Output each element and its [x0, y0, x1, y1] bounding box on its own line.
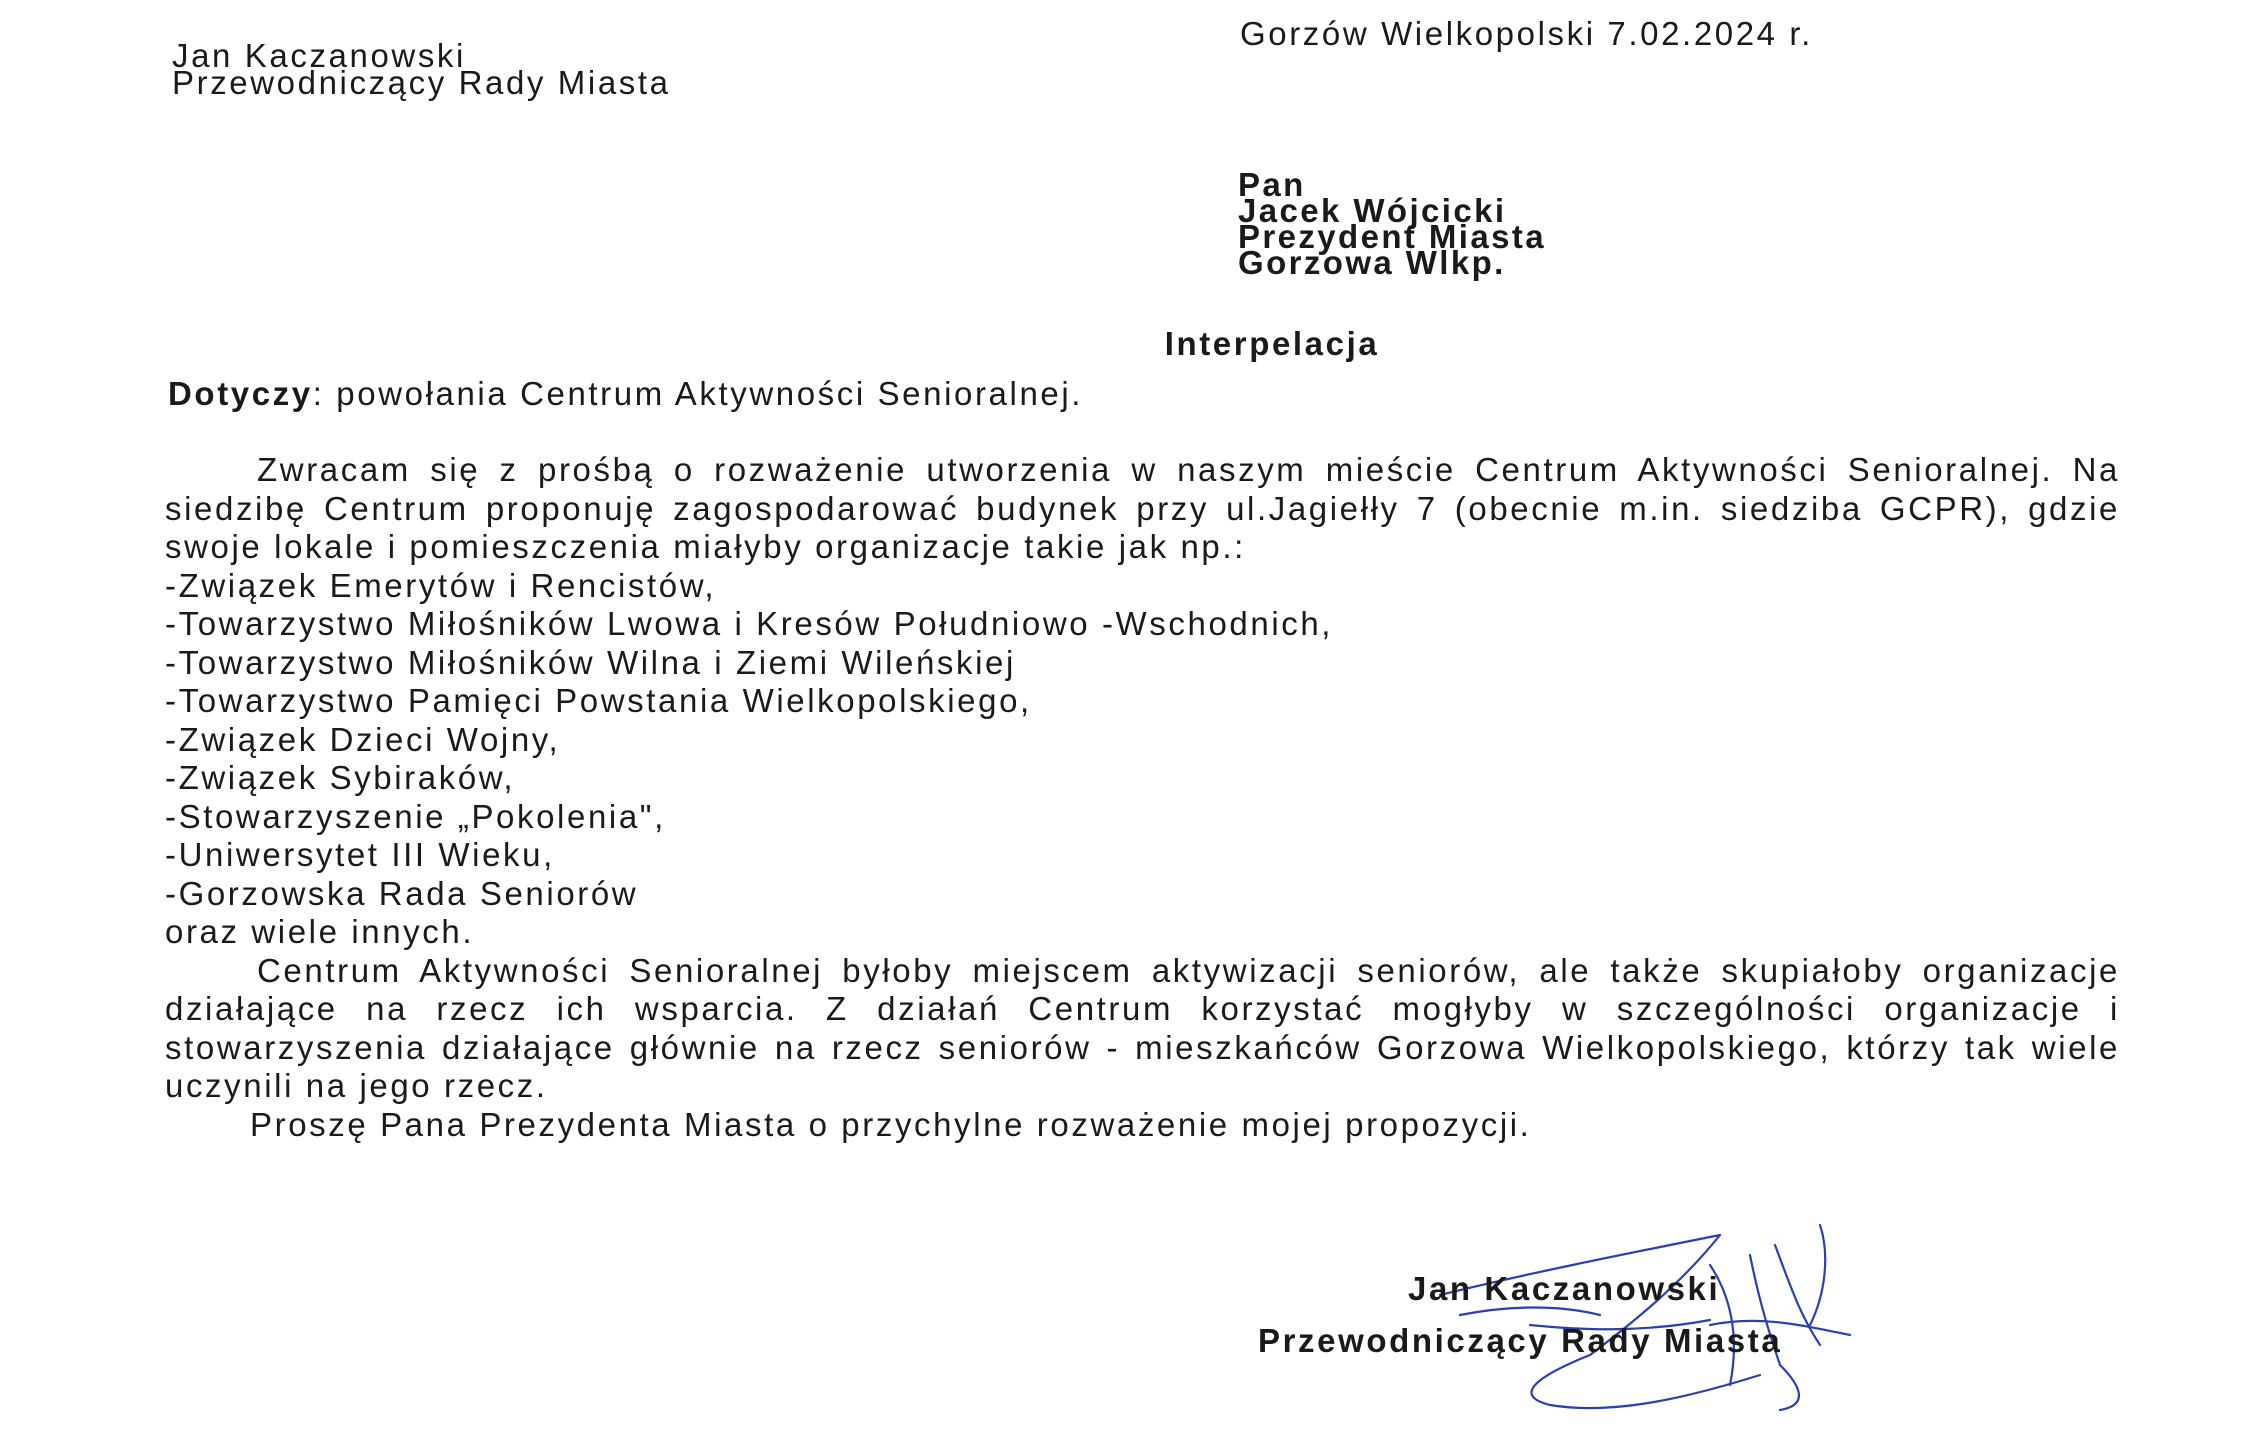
- recipient-city: Gorzowa Wlkp.: [1238, 244, 1506, 281]
- signature-name: Jan Kaczanowski: [1408, 1270, 1721, 1307]
- list-closing: oraz wiele innych.: [165, 913, 475, 950]
- date-line: Gorzów Wielkopolski 7.02.2024 r.: [1240, 15, 1813, 52]
- recipient-role: Prezydent Miasta: [1238, 218, 1546, 255]
- list-item: -Towarzystwo Miłośników Wilna i Ziemi Wileńskiej: [165, 643, 1016, 681]
- list-item: -Stowarzyszenie „Pokolenia",: [165, 797, 666, 835]
- second-paragraph: Centrum Aktywności Senioralnej byłoby miejscem aktywizacji seniorów, ale także skupiałoby organizacje działające na rzecz ich wsparcia. Z działań Centrum korzystać mogłyby w szczególności organizacje i stowarzyszenia działające głównie na rzecz seniorów - mieszkańców Gorzowa Wielkopolskiego, którzy tak wiele uczynili na jego rzecz.: [165, 951, 2120, 1104]
- sender-name: Jan Kaczanowski: [172, 37, 466, 74]
- letter-body: [165, 451, 2120, 1144]
- recipient-block: [1238, 166, 1546, 281]
- document-title: Interpelacja: [1164, 325, 1380, 362]
- list-item: -Gorzowska Rada Seniorów: [165, 874, 639, 912]
- list-item: -Towarzystwo Pamięci Powstania Wielkopolskiego,: [165, 682, 1032, 719]
- sender-block: [172, 37, 671, 101]
- recipient-salutation: Pan: [1238, 166, 1306, 203]
- list-item: -Związek Sybiraków,: [165, 759, 516, 796]
- organization-list: [165, 567, 2120, 914]
- list-item: -Towarzystwo Miłośników Lwowa i Kresów Południowo -Wschodnich,: [165, 605, 1334, 642]
- list-item: -Związek Emerytów i Rencistów,: [165, 566, 717, 604]
- list-item: -Uniwersytet III Wieku,: [165, 836, 555, 873]
- intro-paragraph: Zwracam się z prośbą o rozważenie utworzenia w naszym mieście Centrum Aktywności Senioralnej. Na siedzibę Centrum proponuję zagospodarować budynek przy ul.Jagiełły 7 (obecnie m.in. siedziba GCPR), gdzie swoje lokale i pomieszczenia miałyby organizacje takie jak np.:: [165, 451, 2120, 565]
- signature-title: Przewodniczący Rady Miasta: [1258, 1322, 1783, 1359]
- subject-line: [168, 375, 1083, 413]
- subject-text: : powołania Centrum Aktywności Senioralnej.: [312, 375, 1084, 412]
- handwritten-signature: [1380, 1215, 1900, 1415]
- sender-title: Przewodniczący Rady Miasta: [172, 64, 671, 101]
- closing-request: Proszę Pana Prezydenta Miasta o przychylne rozważenie mojej propozycji.: [250, 1105, 1532, 1143]
- subject-label: Dotyczy: [168, 375, 313, 412]
- list-item: -Związek Dzieci Wojny,: [165, 720, 561, 758]
- recipient-name: Jacek Wójcicki: [1238, 192, 1507, 229]
